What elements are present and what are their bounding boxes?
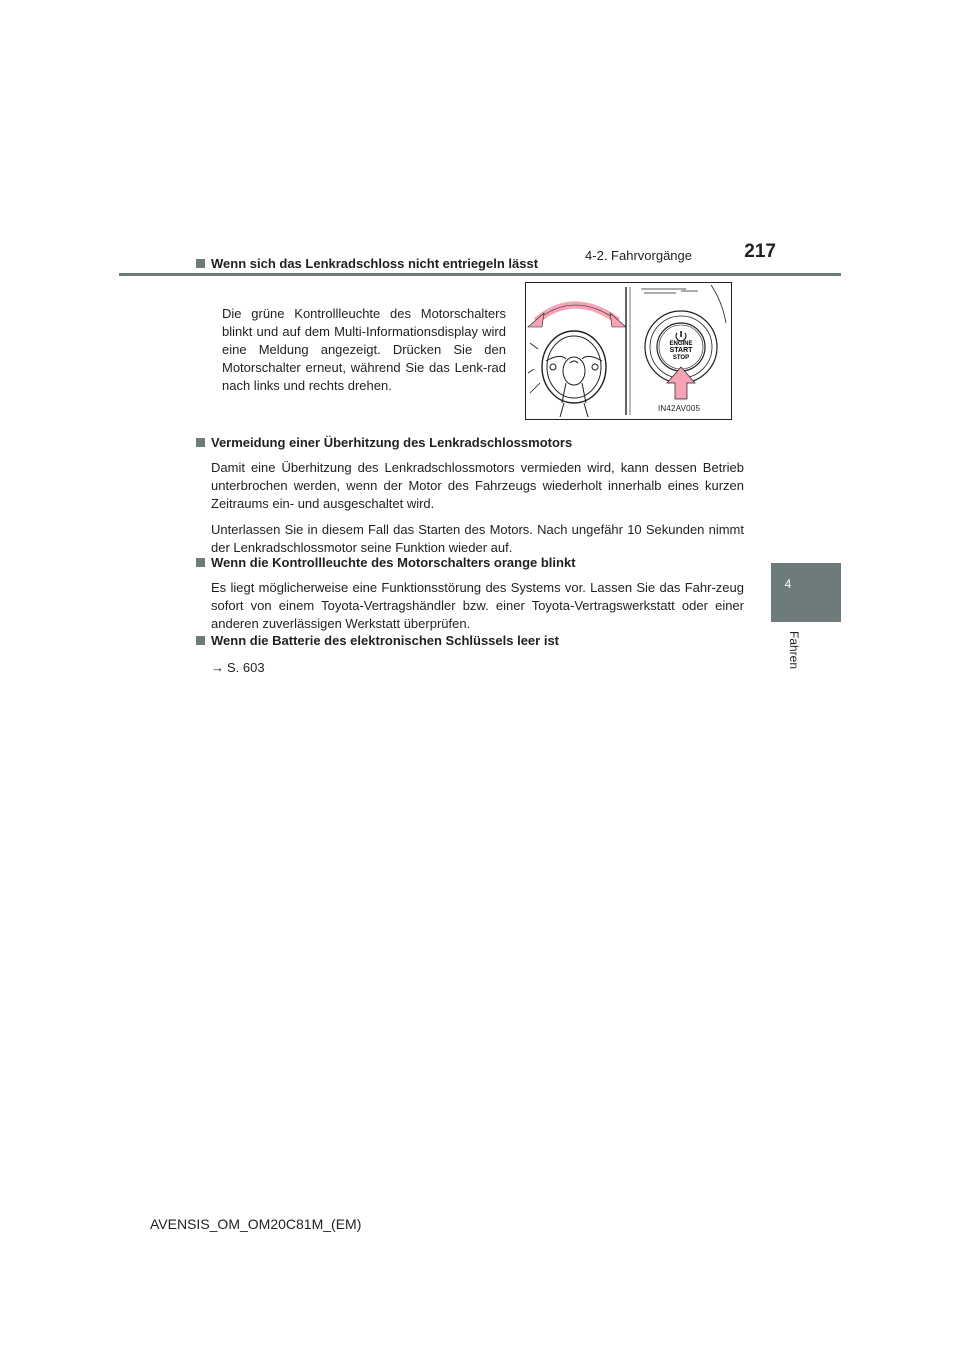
arrow-right-icon: → — [211, 660, 224, 675]
section-heading — [196, 632, 744, 650]
page-number: 217 — [744, 241, 776, 262]
square-bullet-icon — [196, 259, 205, 268]
figure-drawing — [526, 283, 731, 419]
square-bullet-icon — [196, 438, 205, 447]
start-label: START — [669, 347, 693, 354]
engine-label: ENGINE — [669, 341, 693, 347]
section-heading — [196, 255, 744, 273]
section-heading — [196, 434, 744, 452]
square-bullet-icon — [196, 636, 205, 645]
body-paragraph: Unterlassen Sie in diesem Fall das Starten des Motors. Nach ungefähr 10 Sekunden nimmt der Lenkradschlossmotor seine Funktion wieder auf. — [211, 522, 744, 555]
stop-label: STOP — [672, 355, 690, 361]
steering-wheel-illustration — [525, 282, 732, 420]
section-steering-lock — [211, 255, 744, 273]
heading-text: Wenn sich das Lenkradschloss nicht entriegeln lässt — [211, 256, 539, 271]
chapter-tab — [771, 563, 841, 622]
body-paragraph: Die grüne Kontrollleuchte des Motorschalters blinkt und auf dem Multi-Informationsdisplay wird eine Meldung angezeigt. Drücken Sie den Motorschalter erneut, während Sie das Lenk-rad nach links und rechts drehen. — [222, 306, 506, 393]
body-paragraph: Es liegt möglicherweise eine Funktionsstörung des Systems vor. Lassen Sie das Fahr-zeug sofort von einem Toyota-Vertragshändler bzw. einer Toyota-Vertragswerkstatt oder einer anderen zuverlässigen Werkstatt überprüfen. — [211, 580, 744, 631]
heading-text: Wenn die Batterie des elektronischen Schlüssels leer ist — [211, 633, 560, 648]
header-section-title: 4-2. Fahrvorgänge — [585, 248, 692, 263]
section-key-battery — [211, 632, 744, 677]
section-heading — [196, 554, 744, 572]
section-orange-indicator — [211, 554, 744, 633]
header-divider — [119, 273, 841, 276]
section-overheating — [211, 434, 744, 557]
cross-reference[interactable] — [211, 659, 744, 677]
xref-text: S. 603 — [227, 660, 265, 675]
body-paragraph: Damit eine Überhitzung des Lenkradschlossmotors vermieden wird, kann dessen Betrieb unterbrochen werden, wenn der Motor des Fahrzeugs wiederholt innerhalb eines kurzen Zeitraums ein- und ausgeschaltet wird. — [211, 460, 744, 511]
square-bullet-icon — [196, 558, 205, 567]
footer-doc-id: AVENSIS_OM_OM20C81M_(EM) — [150, 1216, 362, 1232]
heading-text: Wenn die Kontrollleuchte des Motorschalters orange blinkt — [211, 555, 576, 570]
chapter-number: 4 — [784, 577, 792, 591]
heading-text: Vermeidung einer Überhitzung des Lenkradschlossmotors — [211, 435, 573, 450]
chapter-label: Fahren — [787, 631, 801, 670]
figure-code: IN42AV005 — [658, 404, 701, 413]
